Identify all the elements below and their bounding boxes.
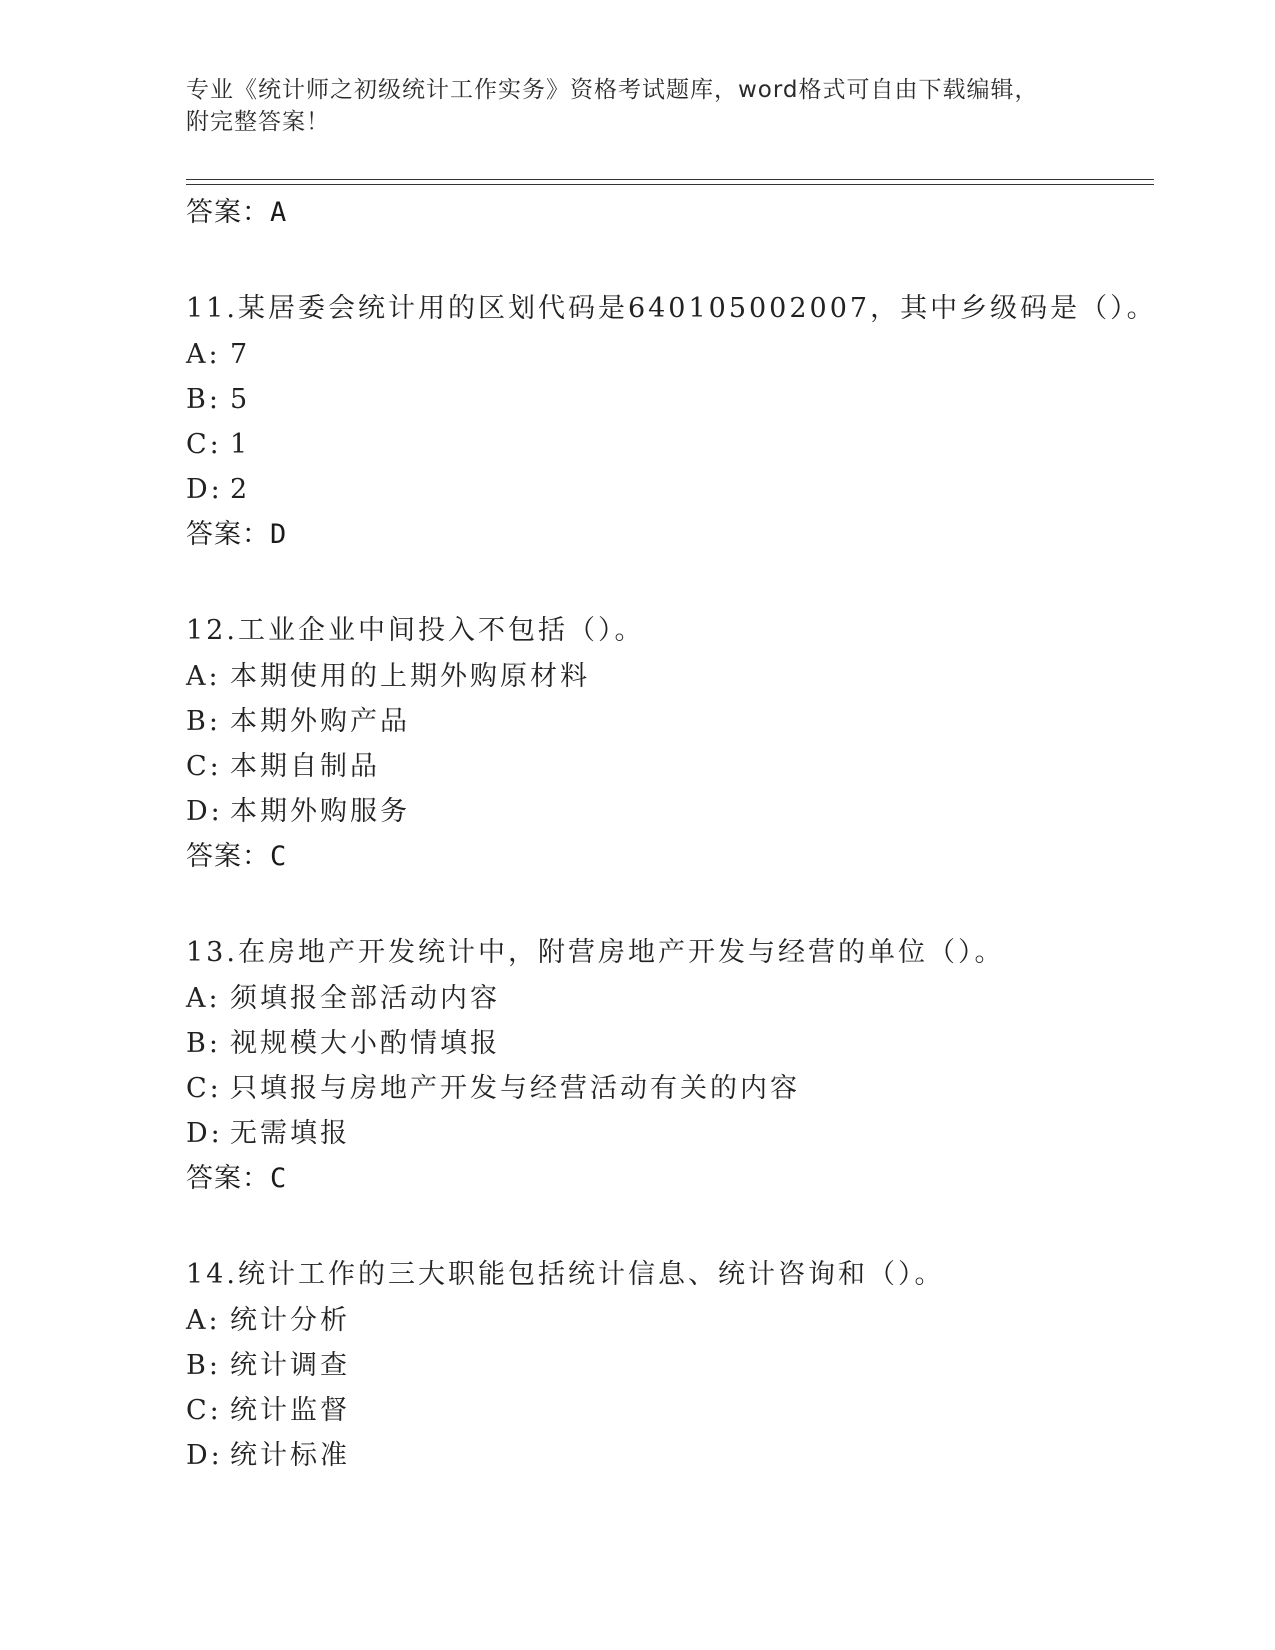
option-text: 无需填报	[230, 1118, 350, 1149]
option-text: 只填报与房地产开发与经营活动有关的内容	[230, 1073, 800, 1104]
question-11	[186, 286, 1157, 558]
option-key: A:	[186, 661, 221, 692]
option-text: 统计监督	[230, 1395, 350, 1426]
option-b	[186, 377, 1154, 422]
option-b	[186, 699, 1154, 744]
answer-line	[186, 1156, 1154, 1202]
answer-line	[186, 512, 1154, 558]
option-text: 统计标准	[230, 1440, 350, 1471]
option-key: C:	[186, 1395, 222, 1426]
option-key: B:	[186, 1350, 221, 1381]
question-stem: 12.工业企业中间投入不包括（）。	[186, 615, 645, 646]
question-13	[186, 930, 1154, 1202]
option-key: D:	[186, 1118, 223, 1149]
header-line-2: 附完整答案！	[186, 109, 330, 135]
question-list	[186, 190, 1157, 1478]
option-key: B:	[186, 384, 221, 415]
answer-value: D	[270, 519, 288, 550]
header-divider-top	[186, 179, 1154, 180]
option-b	[186, 1021, 1154, 1066]
option-d	[186, 789, 1154, 834]
option-a	[186, 654, 1154, 699]
option-key: C:	[186, 1073, 222, 1104]
option-text: 统计调查	[230, 1350, 350, 1381]
answer-label: 答案：	[186, 841, 270, 872]
option-a	[186, 332, 1154, 377]
option-d	[186, 1111, 1154, 1156]
document-header	[186, 74, 1086, 138]
option-c	[186, 1388, 1154, 1433]
option-key: B:	[186, 706, 221, 737]
option-text: 统计分析	[230, 1305, 350, 1336]
option-c	[186, 744, 1154, 789]
question-stem: 11.某居委会统计用的区划代码是640105002007，其中乡级码是（）。	[186, 293, 1157, 324]
answer-label: 答案：	[186, 1163, 270, 1194]
question-stem: 14.统计工作的三大职能包括统计信息、统计咨询和（）。	[186, 1259, 945, 1290]
option-a	[186, 1298, 1154, 1343]
answer-value: C	[270, 841, 288, 872]
option-text: 本期使用的上期外购原材料	[230, 661, 590, 692]
option-key: D:	[186, 796, 223, 827]
option-b	[186, 1343, 1154, 1388]
option-text: 2	[230, 474, 251, 505]
option-c	[186, 1066, 1154, 1111]
question-14	[186, 1252, 1154, 1478]
header-divider-bottom	[186, 184, 1154, 185]
option-key: C:	[186, 751, 222, 782]
question-stem: 13.在房地产开发统计中，附营房地产开发与经营的单位（）。	[186, 937, 1005, 968]
answer-line	[186, 190, 1154, 236]
option-d	[186, 467, 1154, 512]
option-text: 1	[230, 429, 251, 460]
option-text: 5	[230, 384, 251, 415]
question-12	[186, 608, 1154, 880]
option-key: A:	[186, 983, 221, 1014]
option-a	[186, 976, 1154, 1021]
answer-value: C	[270, 1163, 288, 1194]
option-key: C:	[186, 429, 222, 460]
option-text: 本期外购产品	[230, 706, 410, 737]
option-key: A:	[186, 339, 221, 370]
option-text: 须填报全部活动内容	[230, 983, 500, 1014]
option-text: 视规模大小酌情填报	[230, 1028, 500, 1059]
option-d	[186, 1433, 1154, 1478]
option-text: 本期外购服务	[230, 796, 410, 827]
answer-value: A	[270, 197, 288, 228]
answer-label: 答案：	[186, 519, 270, 550]
option-key: B:	[186, 1028, 221, 1059]
header-line-1: 专业《统计师之初级统计工作实务》资格考试题库，word格式可自由下载编辑，	[186, 77, 1039, 103]
option-key: A:	[186, 1305, 221, 1336]
option-key: D:	[186, 474, 223, 505]
option-text: 本期自制品	[230, 751, 380, 782]
option-key: D:	[186, 1440, 223, 1471]
option-c	[186, 422, 1154, 467]
answer-line	[186, 834, 1154, 880]
answer-label: 答案：	[186, 197, 270, 228]
option-text: 7	[230, 339, 251, 370]
